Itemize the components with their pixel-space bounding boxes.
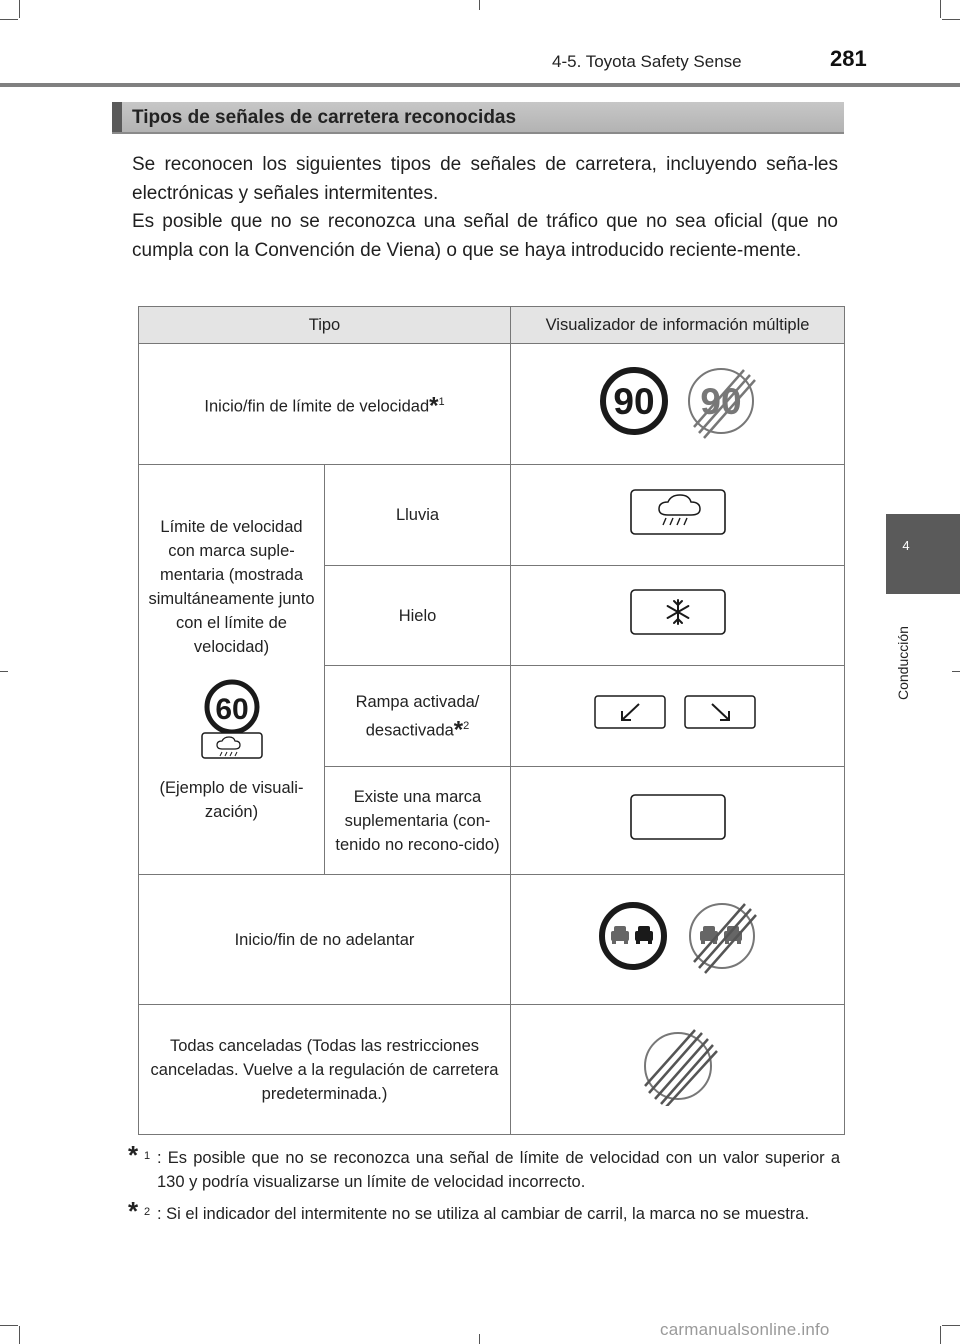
ramp-label: Rampa activada/ desactivada (355, 692, 480, 740)
supplementary-label: Límite de velocidad con marca suple-mentaria (mostrada simultáneamente junto con el límite de velocidad) (148, 518, 315, 656)
table-row (139, 875, 845, 1005)
chapter-number: 4 (902, 538, 910, 553)
item-unknown: Existe una marca suplementaria (con-tenido no recono-cido) (325, 767, 511, 875)
chapter-label: Conducción (895, 626, 911, 700)
footnote-mark: * (453, 716, 464, 744)
chapter-tab (886, 514, 960, 594)
footnote-mark: * (429, 392, 439, 420)
section-title: Tipos de señales de carretera reconocidas (132, 107, 517, 128)
footnote-1 (128, 1140, 840, 1194)
snowflake-icon (628, 587, 728, 637)
header-rule (0, 83, 960, 87)
header-display: Visualizador de información múltiple (511, 307, 845, 344)
running-header-section: 4-5. Toyota Safety Sense (552, 52, 742, 71)
footnote-sup: 2 (144, 1206, 151, 1218)
crop-mark (479, 0, 480, 10)
footnote-sup: 2 (463, 719, 470, 732)
table-header-row (139, 307, 845, 344)
item-rain: Lluvia (325, 465, 511, 566)
footnote-sup: 1 (144, 1150, 151, 1162)
footnote-2 (128, 1196, 840, 1226)
road-signs-table (138, 306, 845, 1135)
no-overtaking-label: Inicio/fin de no adelantar (139, 875, 511, 1005)
ice-sign (511, 566, 845, 666)
crop-mark (0, 671, 8, 672)
speed-value: 90 (612, 380, 655, 422)
crop-mark (942, 19, 960, 20)
example-caption: (Ejemplo de visuali-zación) (159, 779, 304, 821)
footnote-mark: * (128, 1196, 139, 1226)
crop-mark (940, 1326, 941, 1344)
header-type: Tipo (139, 307, 511, 344)
no-overtaking-icon (578, 896, 778, 976)
all-cancelled-sign (511, 1005, 845, 1135)
all-cancelled-label: Todas canceladas (Todas las restricciones canceladas. Vuelve a la regulación de carretera predeterminada.) (139, 1005, 511, 1135)
footnote-sup: 1 (438, 395, 445, 408)
crop-mark (479, 1334, 480, 1344)
note-paragraph: Es posible que no se reconozca una señal de tráfico que no sea oficial (que no cumpla con la Convención de Viena) o que se haya introducido reciente-mente. (132, 211, 838, 261)
footnote-mark: * (128, 1140, 139, 1170)
watermark: carmanualsonline.info (660, 1320, 830, 1339)
end-restrictions-icon (633, 1026, 723, 1106)
rain-icon (628, 487, 728, 537)
row-label-speed-limit (139, 344, 511, 465)
footnote-text: : Si el indicador del intermitente no se utiliza al cambiar de carril, la marca no se muestra. (157, 1205, 810, 1223)
speed-limit-signs (511, 344, 845, 465)
blank-plate-icon (628, 792, 728, 842)
item-ramp (325, 666, 511, 767)
unknown-sign (511, 767, 845, 875)
crop-mark (0, 1325, 18, 1326)
ramp-signs (511, 666, 845, 767)
ramp-arrows-icon (593, 693, 763, 733)
page-number: 281 (830, 46, 867, 71)
crop-mark (952, 671, 960, 672)
rain-sign (511, 465, 845, 566)
crop-mark (19, 0, 20, 18)
no-overtaking-signs (511, 875, 845, 1005)
intro-paragraph: Se reconocen los siguientes tipos de señales de carretera, incluyendo seña-les electrónicas y señales intermitentes. (132, 154, 838, 204)
table-row (139, 1005, 845, 1135)
row-label-supplementary (139, 465, 325, 875)
crop-mark (19, 1326, 20, 1344)
section-title-bar (112, 102, 844, 134)
table-row (139, 344, 845, 465)
speed-limit-signs-icon (578, 361, 778, 441)
speed-limit-label: Inicio/fin de límite de velocidad (204, 397, 430, 416)
table-row (139, 465, 845, 566)
speed-end-value: 90 (699, 380, 742, 422)
crop-mark (942, 1325, 960, 1326)
example-sign-icon (196, 679, 268, 761)
example-speed-value: 60 (214, 693, 249, 726)
footnote-text: : Es posible que no se reconozca una señal de límite de velocidad con un valor superior a 130 y podría visualizarse un límite de velocidad incorrecto. (157, 1149, 840, 1191)
crop-mark (0, 19, 18, 20)
crop-mark (940, 0, 941, 18)
item-ice: Hielo (325, 566, 511, 666)
